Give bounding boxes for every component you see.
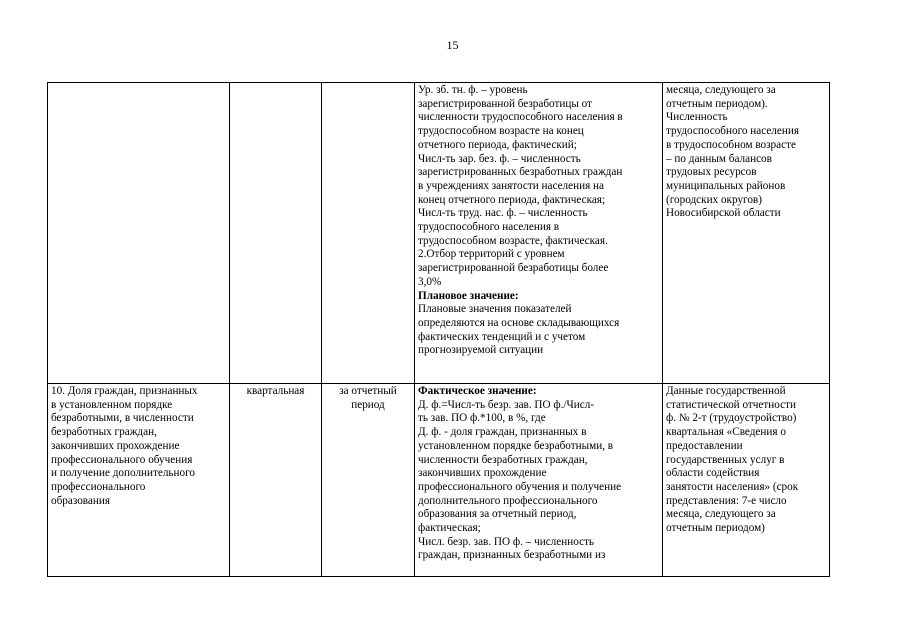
planned-value-heading: Плановое значение: — [418, 289, 519, 302]
text-line: 3,0% — [418, 275, 442, 288]
text-line: Новосибирской области — [666, 207, 781, 220]
text-line: безработными, в численности — [51, 412, 194, 425]
text-line: Числ. безр. зав. ПО ф. – численность — [418, 535, 595, 548]
text-line: области содействия — [666, 467, 760, 480]
text-line: статистической отчетности — [666, 398, 796, 411]
text-line: в установленном порядке — [51, 398, 173, 411]
methodology-text — [418, 84, 659, 290]
text-line: ф. № 2-т (трудоустройство) — [666, 412, 797, 425]
methodology-text — [418, 399, 659, 563]
methodology-cell — [415, 83, 663, 384]
text-line: фактическая; — [418, 522, 481, 535]
text-line: численности безработных граждан, — [418, 453, 588, 466]
text-line: закончивших прохождение — [51, 439, 180, 452]
text-line: Плановые значения показателей — [418, 303, 572, 316]
period-cell — [322, 83, 415, 384]
planned-value-text — [418, 303, 659, 358]
text-line: отчетным периодом). — [666, 97, 768, 110]
text-line: отчетным периодом) — [666, 522, 765, 535]
text-line: безработных граждан, — [51, 426, 157, 439]
text-line: профессионального — [51, 480, 146, 493]
text-line: установленном порядке безработными, в — [418, 439, 614, 452]
text-line: Д. ф.=Числ-ть безр. зав. ПО ф./Числ- — [418, 398, 595, 411]
data-source-cell — [663, 384, 830, 577]
text-line: трудоспособном возрасте на конец — [418, 125, 584, 138]
period-cell — [322, 384, 415, 577]
text-line: Д. ф. - доля граждан, признанных в — [418, 426, 587, 439]
text-line: и получение дополнительного — [51, 467, 196, 480]
text-line: занятости населения» (срок — [666, 480, 799, 493]
text-line: образования — [51, 494, 111, 507]
text-line: 2.Отбор территорий с уровнем — [418, 248, 565, 261]
text-line: месяца, следующего за — [666, 508, 776, 521]
text-line: в учреждениях занятости населения на — [418, 179, 604, 192]
text-line: трудовых ресурсов — [666, 166, 757, 179]
indicator-table — [47, 82, 830, 577]
text-line: зарегистрированной безработицы от — [418, 97, 593, 110]
text-line: определяются на основе складывающихся — [418, 316, 620, 329]
text-line: образования за отчетный период, — [418, 508, 577, 521]
actual-value-heading: Фактическое значение: — [418, 385, 537, 397]
period-text — [325, 385, 411, 412]
text-line: период — [351, 398, 385, 411]
text-line: прогнозируемой ситуации — [418, 344, 544, 357]
text-line: муниципальных районов — [666, 179, 786, 192]
periodicity-cell: квартальная — [230, 384, 322, 577]
table-row — [48, 83, 830, 384]
text-line: численности трудоспособного населения в — [418, 111, 623, 124]
text-line: Числ-ть зар. без. ф. – численность — [418, 152, 581, 165]
text-line: Данные государственной — [666, 385, 786, 397]
text-line: 10. Доля граждан, признанных — [51, 385, 198, 397]
text-line: трудоспособного населения — [666, 125, 799, 138]
methodology-cell — [415, 384, 663, 577]
text-line: конец отчетного периода, фактическая; — [418, 193, 606, 206]
text-line: зарегистрированной безработицы более — [418, 262, 609, 275]
text-line: за отчетный — [339, 385, 397, 397]
text-line: Численность — [666, 111, 728, 124]
page-number: 15 — [446, 38, 459, 52]
text-line: дополнительного профессионального — [418, 494, 598, 507]
text-line: представления: 7-е число — [666, 494, 787, 507]
periodicity-cell — [230, 83, 322, 384]
text-line: квартальная «Сведения о — [666, 426, 786, 439]
text-line: Числ-ть труд. нас. ф. – численность — [418, 207, 588, 220]
text-line: отчетного периода, фактический; — [418, 138, 577, 151]
indicator-name-cell — [48, 384, 230, 577]
text-line: Ур. зб. тн. ф. – уровень — [418, 84, 528, 96]
text-line: трудоспособном возрасте, фактическая. — [418, 234, 608, 247]
data-source-text — [666, 84, 826, 221]
text-line: граждан, признанных безработными из — [418, 549, 606, 562]
indicator-name-cell — [48, 83, 230, 384]
text-line: трудоспособного населения в — [418, 221, 560, 234]
text-line: профессионального обучения — [51, 453, 193, 466]
data-source-cell — [663, 83, 830, 384]
text-line: фактических тенденций и с учетом — [418, 330, 586, 343]
text-line: в трудоспособном возрасте — [666, 138, 796, 151]
text-line: профессионального обучения и получение — [418, 480, 622, 493]
text-line: – по данным балансов — [666, 152, 772, 165]
text-line: месяца, следующего за — [666, 84, 776, 96]
text-line: ть зав. ПО ф.*100, в %, где — [418, 412, 546, 425]
text-line: предоставлении — [666, 439, 743, 452]
indicator-name-text — [51, 385, 226, 508]
text-line: зарегистрированных безработных граждан — [418, 166, 623, 179]
data-source-text — [666, 385, 826, 536]
text-line: (городских округов) — [666, 193, 762, 206]
table-row — [48, 384, 830, 577]
text-line: закончивших прохождение — [418, 467, 547, 480]
text-line: государственных услуг в — [666, 453, 785, 466]
